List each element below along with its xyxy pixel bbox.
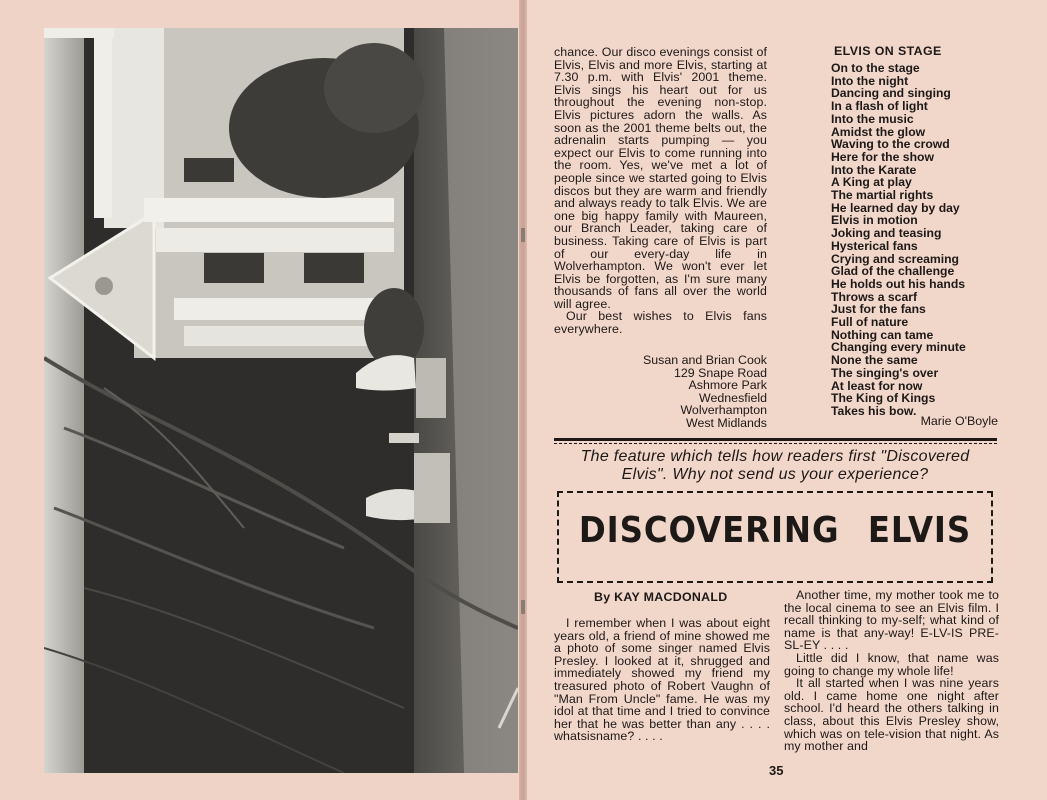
story-paragraph: I remember when I was about eight years old, a friend of mine showed me a photo of some singer named Elvis Presley. I looked at it, shrugged and immediately showed my friend my treasured photo of Robert Vaughn of "Man From Uncle" fame. He was my idol at that time and I tried to convince her that he was better than any . . . . whatsisname? . . . . bbox=[554, 616, 770, 744]
poem-line: Hysterical fans bbox=[831, 238, 918, 253]
poem-line: Just for the fans bbox=[831, 302, 926, 317]
poem-line: Into the music bbox=[831, 111, 914, 126]
poem-line: The King of Kings bbox=[831, 391, 936, 406]
poem-line: He holds out his hands bbox=[831, 276, 966, 291]
feature-intro-line-1: The feature which tells how readers first "Discovered bbox=[580, 448, 970, 465]
poem-line: Into the Karate bbox=[831, 162, 917, 177]
poem-line: Amidst the glow bbox=[831, 124, 926, 139]
poem-line: None the same bbox=[831, 353, 918, 368]
poem-line: In a flash of light bbox=[831, 99, 928, 114]
feature-headline: DISCOVERING ELVIS bbox=[578, 510, 972, 551]
story-paragraph: Little did I know, that name was going to change my whole life! bbox=[784, 650, 999, 678]
poem-line: Into the night bbox=[831, 73, 909, 88]
story-column-2 bbox=[784, 589, 999, 753]
poem-line: Here for the show bbox=[831, 149, 934, 164]
story-paragraph: Another time, my mother took me to the local cinema to see an Elvis film. I recall thinking to my-self; what kind of name is that any-way! E-LV-IS PRE-SL-EY . . . . bbox=[784, 588, 999, 653]
story-column-1 bbox=[554, 617, 770, 743]
poem-line: Waving to the crowd bbox=[831, 137, 950, 152]
poem-line: Nothing can tame bbox=[831, 327, 934, 342]
letter-paragraph-1: chance. Our disco evenings consist of Elvis, Elvis and more Elvis, starting at 7.30 p.m. with Elvis' 2001 theme. Elvis sings his heart out for us throughout the evening non-stop. Elvis pictures adorn the walls. As soon as the 2001 theme belts out, the adrenalin starts pumping — you expect our Elvis to come running into the room. Yes, we've met a lot of people since we started going to Elvis discos but they are warm and friendly and always ready to talk Elvis. We are one big happy family with Maureen, our Branch Leader, taking care of business. Taking care of Elvis is part of our every-day life in Wolverhampton. We won't ever let Elvis be forgotten, as I'm sure many thousands of fans all over the world will agree. bbox=[554, 45, 767, 311]
poem-line: On to the stage bbox=[831, 61, 920, 75]
poem-line: Dancing and singing bbox=[831, 86, 951, 101]
feature-intro bbox=[550, 448, 1000, 484]
book-gutter bbox=[519, 0, 527, 800]
graceland-photo bbox=[44, 28, 518, 773]
poem-title: ELVIS ON STAGE bbox=[834, 44, 942, 58]
poem-line: He learned day by day bbox=[831, 200, 960, 215]
staple-top bbox=[521, 228, 525, 242]
signature-name: Susan and Brian Cook bbox=[643, 353, 767, 367]
poem-author: Marie O'Boyle bbox=[920, 414, 998, 428]
signature-district: Wednesfield bbox=[699, 390, 767, 405]
poem-line: Crying and screaming bbox=[831, 251, 960, 266]
poem-line: The martial rights bbox=[831, 188, 934, 203]
signature-area: Ashmore Park bbox=[688, 378, 767, 393]
poem-line: Full of nature bbox=[831, 315, 909, 330]
poem-line: A King at play bbox=[831, 175, 912, 190]
staple-bottom bbox=[521, 600, 525, 614]
graceland-photo-drawing bbox=[44, 28, 518, 773]
poem-line: The singing's over bbox=[831, 365, 939, 380]
signature-street: 129 Snape Road bbox=[673, 365, 767, 380]
poem-line: Takes his bow. bbox=[831, 403, 917, 418]
poem-line: Glad of the challenge bbox=[831, 264, 955, 279]
byline: By KAY MACDONALD bbox=[594, 590, 728, 604]
page-number: 35 bbox=[769, 763, 784, 778]
signature-county: West Midlands bbox=[685, 415, 767, 430]
feature-intro-line-2: Elvis". Why not send us your experience? bbox=[621, 466, 929, 483]
poem-line: Changing every minute bbox=[831, 340, 966, 355]
poem-line: Joking and teasing bbox=[831, 226, 942, 241]
poem-line: At least for now bbox=[831, 378, 923, 393]
poem-body bbox=[831, 62, 1006, 418]
story-paragraph: It all started when I was nine years old. I came home one night after school. I'd heard the others talking in class, about this Elvis Presley show, which was on tele-vision that night. As my mother and bbox=[784, 676, 999, 754]
poem-line: Throws a scarf bbox=[831, 289, 918, 304]
section-divider-dashed bbox=[554, 443, 997, 444]
signature-town: Wolverhampton bbox=[680, 403, 767, 418]
poem-line: Elvis in motion bbox=[831, 213, 918, 228]
letter-paragraph-2: Our best wishes to Elvis fans everywhere. bbox=[554, 309, 767, 337]
letter-signature bbox=[560, 354, 767, 430]
reader-letter bbox=[554, 46, 767, 336]
section-divider bbox=[554, 438, 997, 441]
